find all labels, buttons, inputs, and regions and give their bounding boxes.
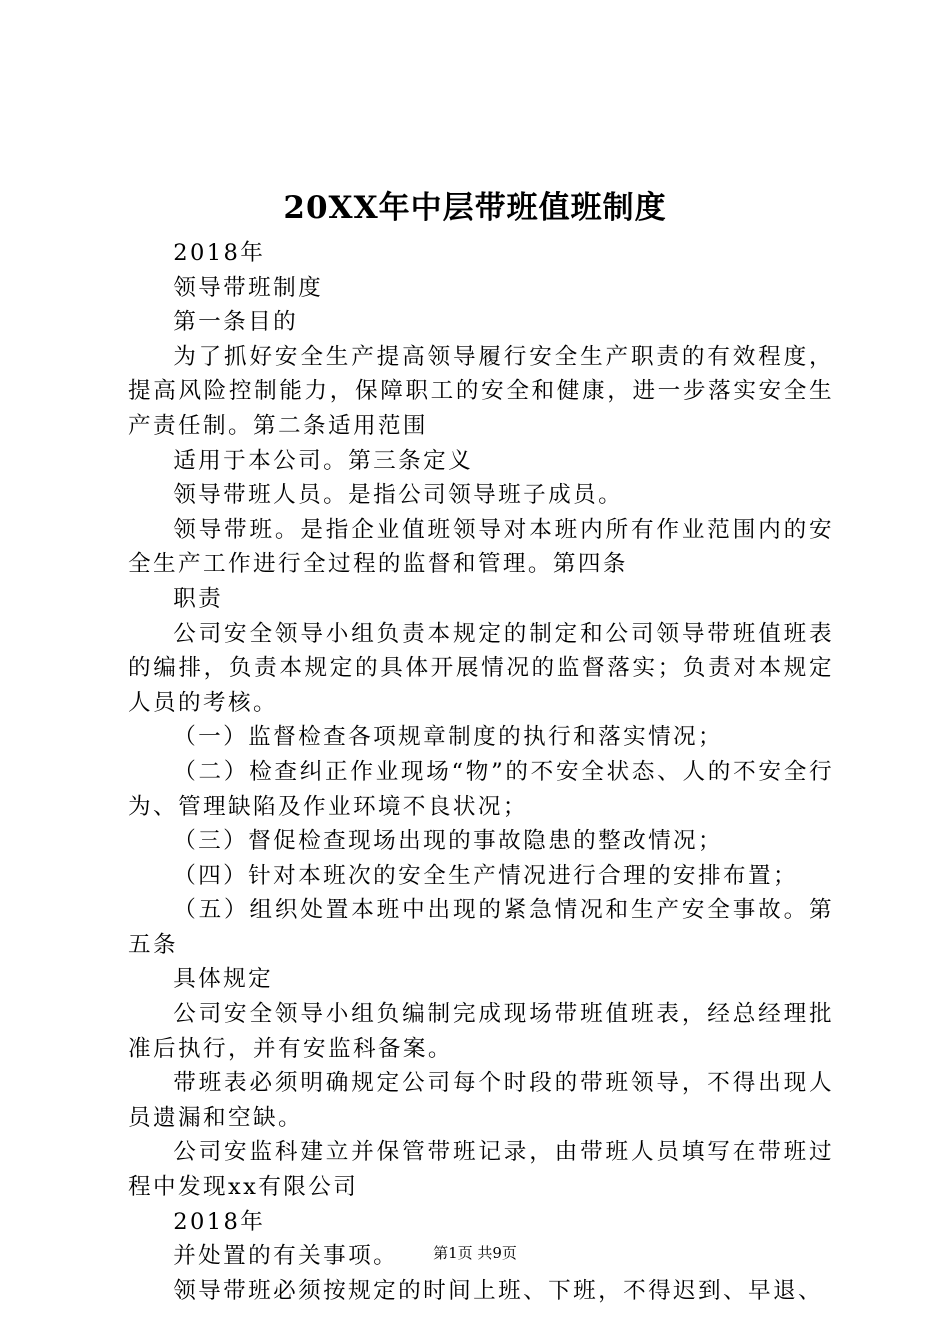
body-paragraph: 2018年 — [173, 240, 266, 266]
body-paragraph: （三）督促检查现场出现的事故隐患的整改情况； — [173, 828, 724, 855]
body-paragraph: 适用于本公司。第三条定义 — [173, 447, 474, 474]
body-paragraph: 领导带班。是指企业值班领导对本班内所有作业范围内的安全生产工作进行全过程的监督和管理。第四条 — [128, 516, 834, 578]
body-paragraph: 具体规定 — [173, 966, 274, 993]
body-paragraph: 公司安监科建立并保管带班记录，由带班人员填写在带班过程中发现xx有限公司 — [128, 1139, 834, 1201]
body-paragraph: 为了抓好安全生产提高领导履行安全生产职责的有效程度，提高风险控制能力，保障职工的安全和健康，进一步落实安全生产责任制。第二条适用范围 — [128, 343, 834, 439]
body-paragraph: 职责 — [173, 585, 224, 612]
body-paragraph: （五）组织处置本班中出现的紧急情况和生产安全事故。第五条 — [128, 897, 834, 958]
body-paragraph: 带班表必须明确规定公司每个时段的带班领导，不得出现人员遗漏和空缺。 — [128, 1070, 834, 1131]
body-paragraph: 2018年 — [173, 1208, 266, 1235]
document-body — [128, 236, 834, 1308]
body-paragraph: （一）监督检查各项规章制度的执行和落实情况； — [173, 724, 724, 751]
body-paragraph: 领导带班制度 — [173, 274, 324, 301]
body-paragraph: （二）检查纠正作业现场“物”的不安全状态、人的不安全行为、管理缺陷及作业环境不良状况； — [128, 758, 834, 820]
body-paragraph: 领导带班必须按规定的时间上班、下班，不得迟到、早退、 — [173, 1277, 824, 1304]
body-paragraph: 领导带班人员。是指公司领导班子成员。 — [173, 482, 624, 509]
body-paragraph: 公司安全领导小组负责本规定的制定和公司领导带班值班表的编排，负责本规定的具体开展情况的监督落实；负责对本规定人员的考核。 — [128, 620, 834, 716]
body-paragraph: 并处置的有关事项。 — [173, 1243, 399, 1270]
body-paragraph: 公司安全领导小组负编制完成现场带班值班表，经总经理批准后执行，并有安监科备案。 — [128, 1001, 834, 1062]
body-paragraph: （四）针对本班次的安全生产情况进行合理的安排布置； — [173, 862, 799, 889]
page-number-footer: 第1页 共9页 — [433, 1244, 517, 1262]
document-title: 20XX年中层带班值班制度 — [283, 190, 667, 226]
body-paragraph: 第一条目的 — [173, 309, 299, 336]
